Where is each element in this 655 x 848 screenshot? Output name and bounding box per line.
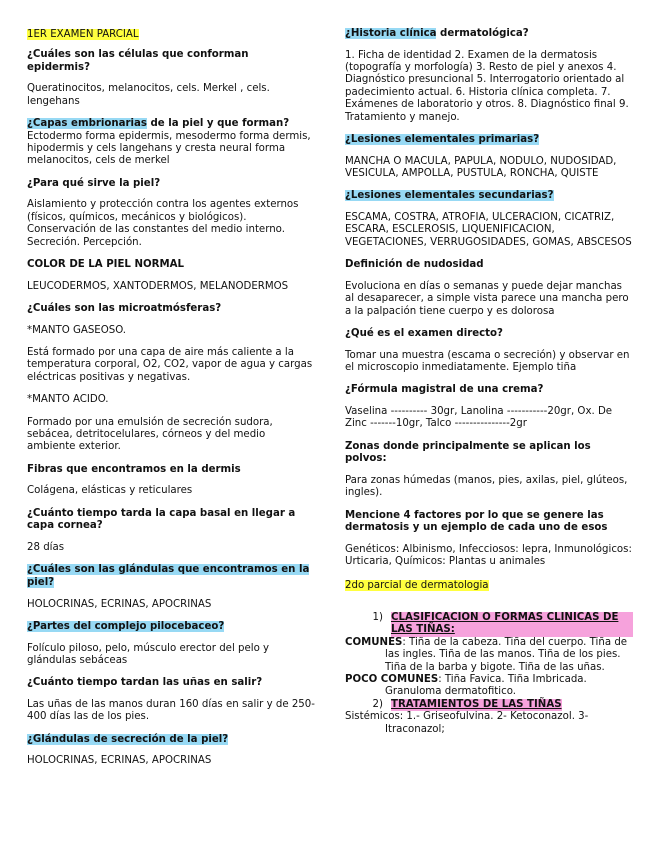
list-item-classification (345, 612, 633, 637)
question-secretion-glands: ¿Glándulas de secreción de la piel? (27, 733, 229, 745)
answer-nail-time: Las uñas de las manos duran 160 días en salir y de 250-400 días las de los pies. (27, 699, 315, 723)
tinea-uncommon-forms (345, 674, 633, 699)
question-embryonic-layers (27, 118, 315, 131)
question-nudosity-definition: Definición de nudosidad (345, 259, 484, 271)
answer-basal-layer-time: 28 días (27, 542, 65, 554)
question-dermis-fibers: Fibras que encontramos en la dermis (27, 463, 241, 475)
answer-skin-color: LEUCODERMOS, XANTODERMOS, MELANODERMOS (27, 280, 289, 292)
exam-title-1: 1ER EXAMEN PARCIAL (27, 29, 139, 40)
question-clinical-history (345, 28, 633, 41)
answer-manto-gaseoso-text: Está formado por una capa de aire más caliente a la temperatura corporal, O2, CO2, vapor de agua y cargas eléctricas positivas y negativas. (27, 347, 313, 383)
highlight-clinical-history: ¿Historia clínica (345, 28, 437, 39)
text-comunes: : Tiña de la cabeza. Tiña del cuerpo. Tiña de las ingles. Tiña de las manos. Tiña de los pies. Tiña de la barba y bigote. Tiña de las uñas. (385, 636, 628, 673)
answer-powder-zones: Para zonas húmedas (manos, pies, axilas, piel, glúteos, ingles). (345, 475, 628, 499)
answer-skin-glands: HOLOCRINAS, ECRINAS, APOCRINAS (27, 598, 212, 610)
answer-cream-formula: Vaselina ---------- 30gr, Lanolina -----------20gr, Ox. De Zinc -------10gr, Talco ---------------2gr (345, 406, 613, 430)
answer-pilosebaceous: Folículo piloso, pelo, músculo erector del pelo y glándulas sebáceas (27, 642, 270, 667)
answer-skin-function: Aislamiento y protección contra los agentes externos (físicos, químicos, mecánicos y biológicos). Conservación de las constantes del medio interno. Secreción. Percepción. (27, 199, 299, 248)
question-cream-formula: ¿Fórmula magistral de una crema? (345, 384, 544, 396)
question-dermatosis-factors: Mencione 4 factores por lo que se genere las dermatosis y un ejemplo de cada uno de esos (345, 509, 608, 534)
question-skin-function: ¿Para qué sirve la piel? (27, 177, 161, 189)
exam-title-2: 2do parcial de dermatologia (345, 579, 489, 591)
right-column (345, 28, 633, 736)
answer-epidermis-cells: Queratinocitos, melanocitos, cels. Merkel , cels. lengehans (27, 83, 270, 107)
label-comunes: COMUNES (345, 636, 403, 648)
answer-manto-acido-text: Formado por una emulsión de secreción sudora, sebácea, detritocelulares, córneos y del medio ambiente exterior. (27, 416, 273, 453)
answer-secretion-glands: HOLOCRINAS, ECRINAS, APOCRINAS (27, 755, 212, 767)
heading-tinea-classification: CLASIFICACION O FORMAS CLINICAS DE LAS TIÑAS: (391, 612, 633, 637)
question-primary-lesions: ¿Lesiones elementales primarias? (345, 134, 540, 146)
answer-manto-acido-title: *MANTO ACIDO. (27, 394, 109, 406)
question-embryonic-rest: de la piel y que forman? (146, 118, 290, 129)
answer-direct-exam: Tomar una muestra (escama o secreción) y observar en el microscopio inmediatamente. Ejemplo tiña (345, 349, 630, 374)
tinea-common-forms (345, 637, 633, 674)
answer-primary-lesions: MANCHA O MACULA, PAPULA, NODULO, NUDOSIDAD, VESICULA, AMPOLLA, PUSTULA, RONCHA, QUISTE (345, 155, 617, 180)
question-powder-zones: Zonas donde principalmente se aplican los polvos: (345, 440, 591, 465)
text-poco-comunes: : Tiña Favica. Tiña Imbricada. Granuloma dermatofitico. (385, 673, 587, 698)
question-pilosebaceous: ¿Partes del complejo pilocebaceo? (27, 621, 225, 633)
list-number: 1) (372, 611, 383, 623)
answer-manto-gaseoso-title: *MANTO GASEOSO. (27, 324, 127, 336)
question-secondary-lesions: ¿Lesiones elementales secundarias? (345, 190, 554, 202)
answer-nudosity-definition: Evoluciona en días o semanas y puede dejar manchas al desaparecer, a simple vista parece una mancha pero a la palpación tiene cuerpo y es dolorosa (345, 280, 629, 317)
list-number: 2) (372, 698, 383, 710)
question-skin-color: COLOR DE LA PIEL NORMAL (27, 259, 185, 271)
question-microatmospheres: ¿Cuáles son las microatmósferas? (27, 303, 222, 315)
question-nail-time: ¿Cuánto tiempo tardan las uñas en salir? (27, 677, 263, 689)
left-column (27, 28, 315, 778)
heading-tinea-treatments: TRATAMIENTOS DE LAS TIÑAS (391, 698, 562, 710)
answer-dermis-fibers: Colágena, elásticas y reticulares (27, 485, 193, 497)
systemic-treatments: Sistémicos: 1.- Griseofulvina. 2- Ketoconazol. 3- Itraconazol; (345, 711, 589, 735)
answer-embryonic-layers: Ectodermo forma epidermis, mesodermo forma dermis, hipodermis y cels langehans y cresta neural forma melanocitos, cels de merkel (27, 130, 311, 167)
answer-secondary-lesions: ESCAMA, COSTRA, ATROFIA, ULCERACION, CICATRIZ, ESCARA, ESCLEROSIS, LIQUENIFICACION, VEGETACIONES, VERRUGOSIDADES, GOMAS, ABSCESOS (345, 212, 632, 248)
question-basal-layer-time: ¿Cuánto tiempo tarda la capa basal en llegar a capa cornea? (27, 507, 296, 532)
highlight-embryonic: ¿Capas embrionarias (27, 118, 147, 129)
question-clinical-history-rest: dermatológica? (436, 28, 529, 39)
answer-dermatosis-factors: Genéticos: Albinismo, Infecciosos: lepra, Inmunológicos: Urticaria, Químicos: Plantas u animales (345, 544, 632, 568)
label-poco-comunes: POCO COMUNES (345, 673, 439, 685)
question-epidermis-cells: ¿Cuáles son las células que conforman epidermis? (27, 49, 249, 73)
list-item-treatments (345, 699, 633, 711)
answer-clinical-history: 1. Ficha de identidad 2. Examen de la dermatosis (topografía y morfología) 3. Resto de piel y anexos 4. Diagnóstico presuncional 5. Interrogatorio orientado al padecimiento actual. 6. Historia clínica completa. 7. Exámenes de laboratorio y otros. 8. Diagnóstico final 9. Tratamiento y manejo. (345, 49, 629, 123)
question-direct-exam: ¿Qué es el examen directo? (345, 328, 503, 340)
question-skin-glands: ¿Cuáles son las glándulas que encontramos en la piel? (27, 564, 310, 589)
